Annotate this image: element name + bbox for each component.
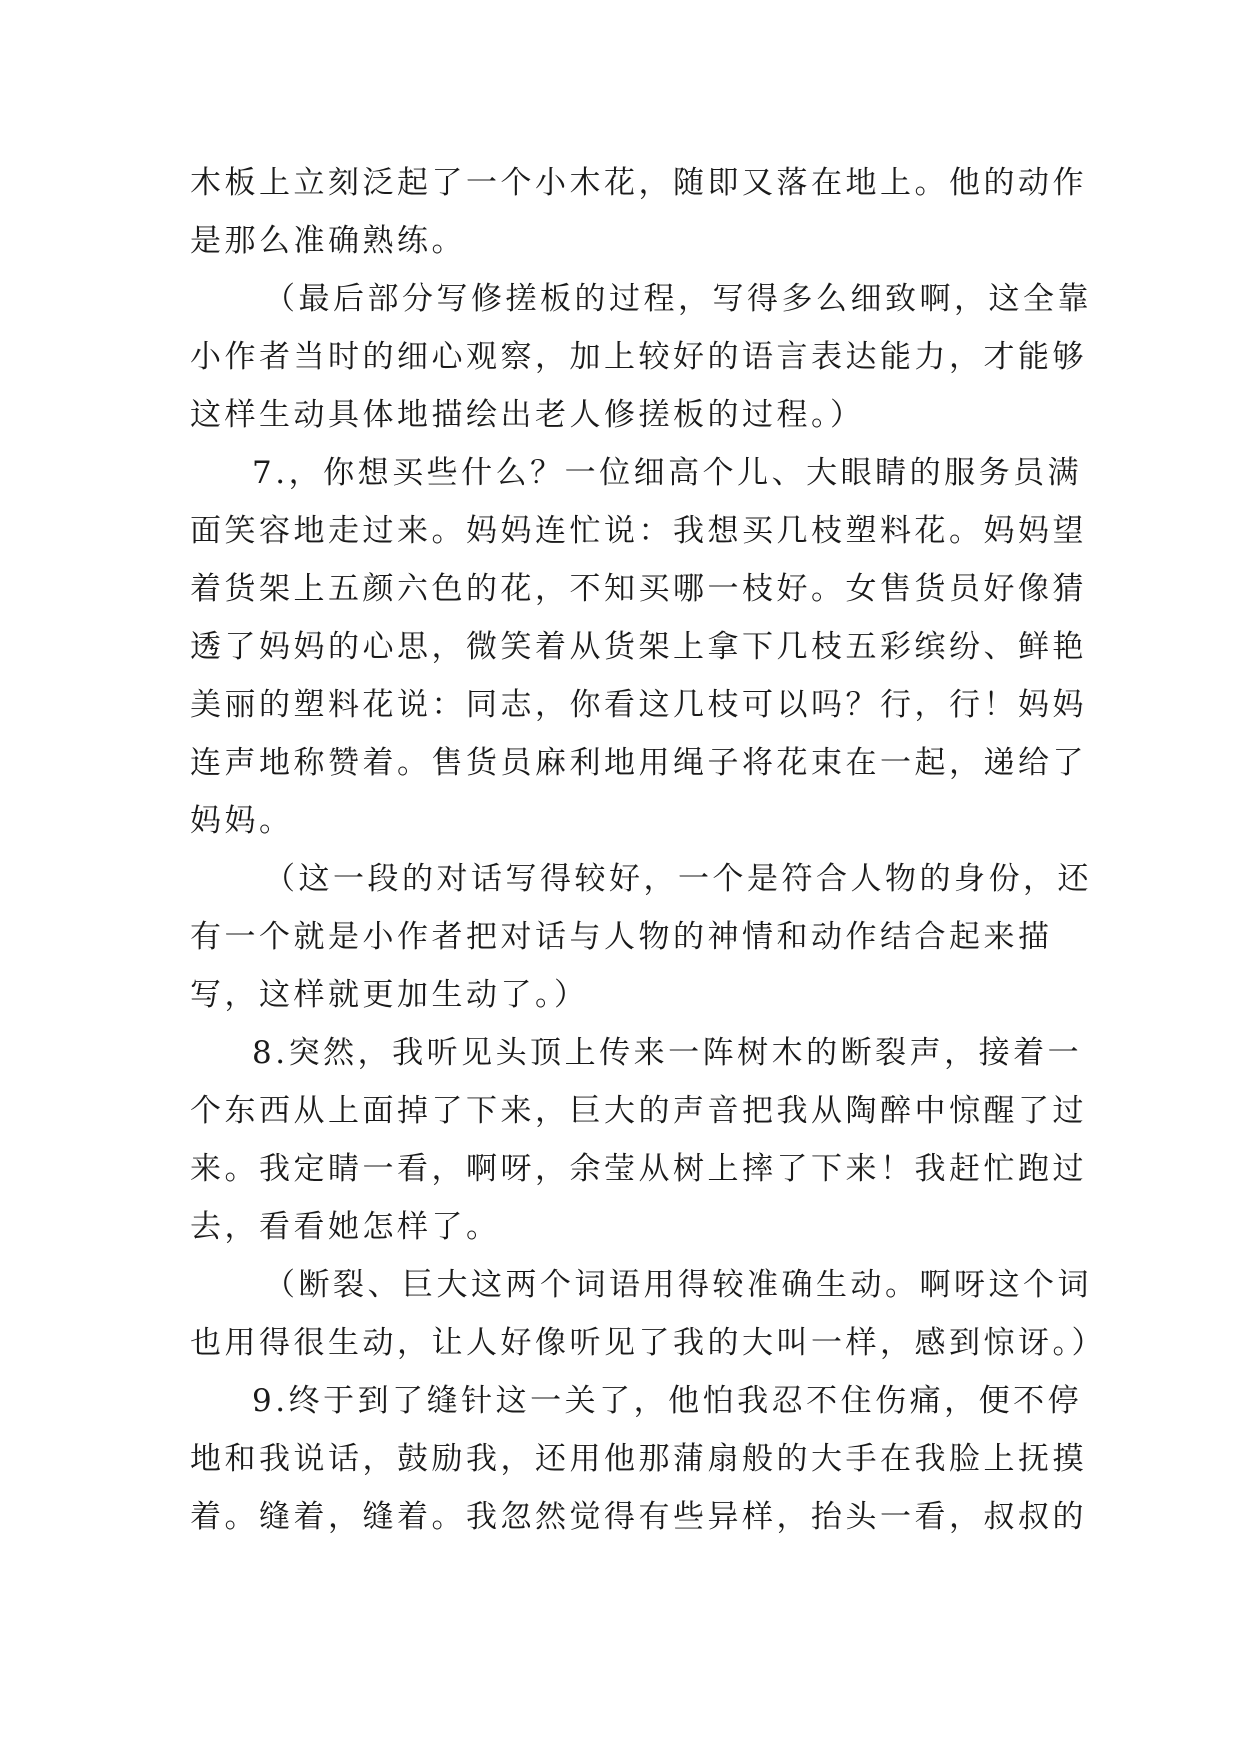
commentary-line: 写，这样就更加生动了。） bbox=[190, 977, 589, 1013]
text-line: 妈妈。 bbox=[190, 803, 294, 839]
numbered-paragraph-start: 9.终于到了缝针这一关了，他怕我忍不住伤痛，便不停 bbox=[252, 1383, 1083, 1419]
commentary-line: 也用得很生动，让人好像听见了我的大叫一样，感到惊讶。） bbox=[190, 1325, 1106, 1361]
text-line: 来。我定睛一看，啊呀，余莹从树上摔了下来！我赶忙跑过 bbox=[190, 1151, 1087, 1187]
text-line: 去，看看她怎样了。 bbox=[190, 1209, 501, 1245]
commentary-line: 小作者当时的细心观察，加上较好的语言表达能力，才能够 bbox=[190, 339, 1087, 375]
text-line: 个东西从上面掉了下来，巨大的声音把我从陶醉中惊醒了过 bbox=[190, 1093, 1087, 1129]
text-line: 面笑容地走过来。妈妈连忙说：我想买几枝塑料花。妈妈望 bbox=[190, 513, 1087, 549]
text-line: 着货架上五颜六色的花，不知买哪一枝好。女售货员好像猜 bbox=[190, 571, 1087, 607]
commentary-line: 这样生动具体地描绘出老人修搓板的过程。） bbox=[190, 397, 865, 433]
text-line: 是那么准确熟练。 bbox=[190, 223, 466, 259]
commentary-line: （这一段的对话写得较好，一个是符合人物的身份，还 bbox=[264, 861, 1092, 897]
commentary-line: （最后部分写修搓板的过程，写得多么细致啊，这全靠 bbox=[264, 281, 1092, 317]
document-page bbox=[190, 154, 1106, 1546]
numbered-paragraph-start: 8.突然，我听见头顶上传来一阵树木的断裂声，接着一 bbox=[252, 1035, 1083, 1071]
text-line: 着。缝着，缝着。我忽然觉得有些异样，抬头一看，叔叔的 bbox=[190, 1499, 1087, 1535]
text-line: 连声地称赞着。售货员麻利地用绳子将花束在一起，递给了 bbox=[190, 745, 1087, 781]
text-line: 美丽的塑料花说：同志，你看这几枝可以吗？行，行！妈妈 bbox=[190, 687, 1087, 723]
text-line: 地和我说话，鼓励我，还用他那蒲扇般的大手在我脸上抚摸 bbox=[190, 1441, 1087, 1477]
commentary-line: 有一个就是小作者把对话与人物的神情和动作结合起来描 bbox=[190, 919, 1053, 955]
numbered-paragraph-start: 7.，你想买些什么？一位细高个儿、大眼睛的服务员满 bbox=[252, 455, 1083, 491]
text-line: 透了妈妈的心思，微笑着从货架上拿下几枝五彩缤纷、鲜艳 bbox=[190, 629, 1087, 665]
commentary-line: （断裂、巨大这两个词语用得较准确生动。啊呀这个词 bbox=[264, 1267, 1092, 1303]
text-line: 木板上立刻泛起了一个小木花，随即又落在地上。他的动作 bbox=[190, 165, 1087, 201]
